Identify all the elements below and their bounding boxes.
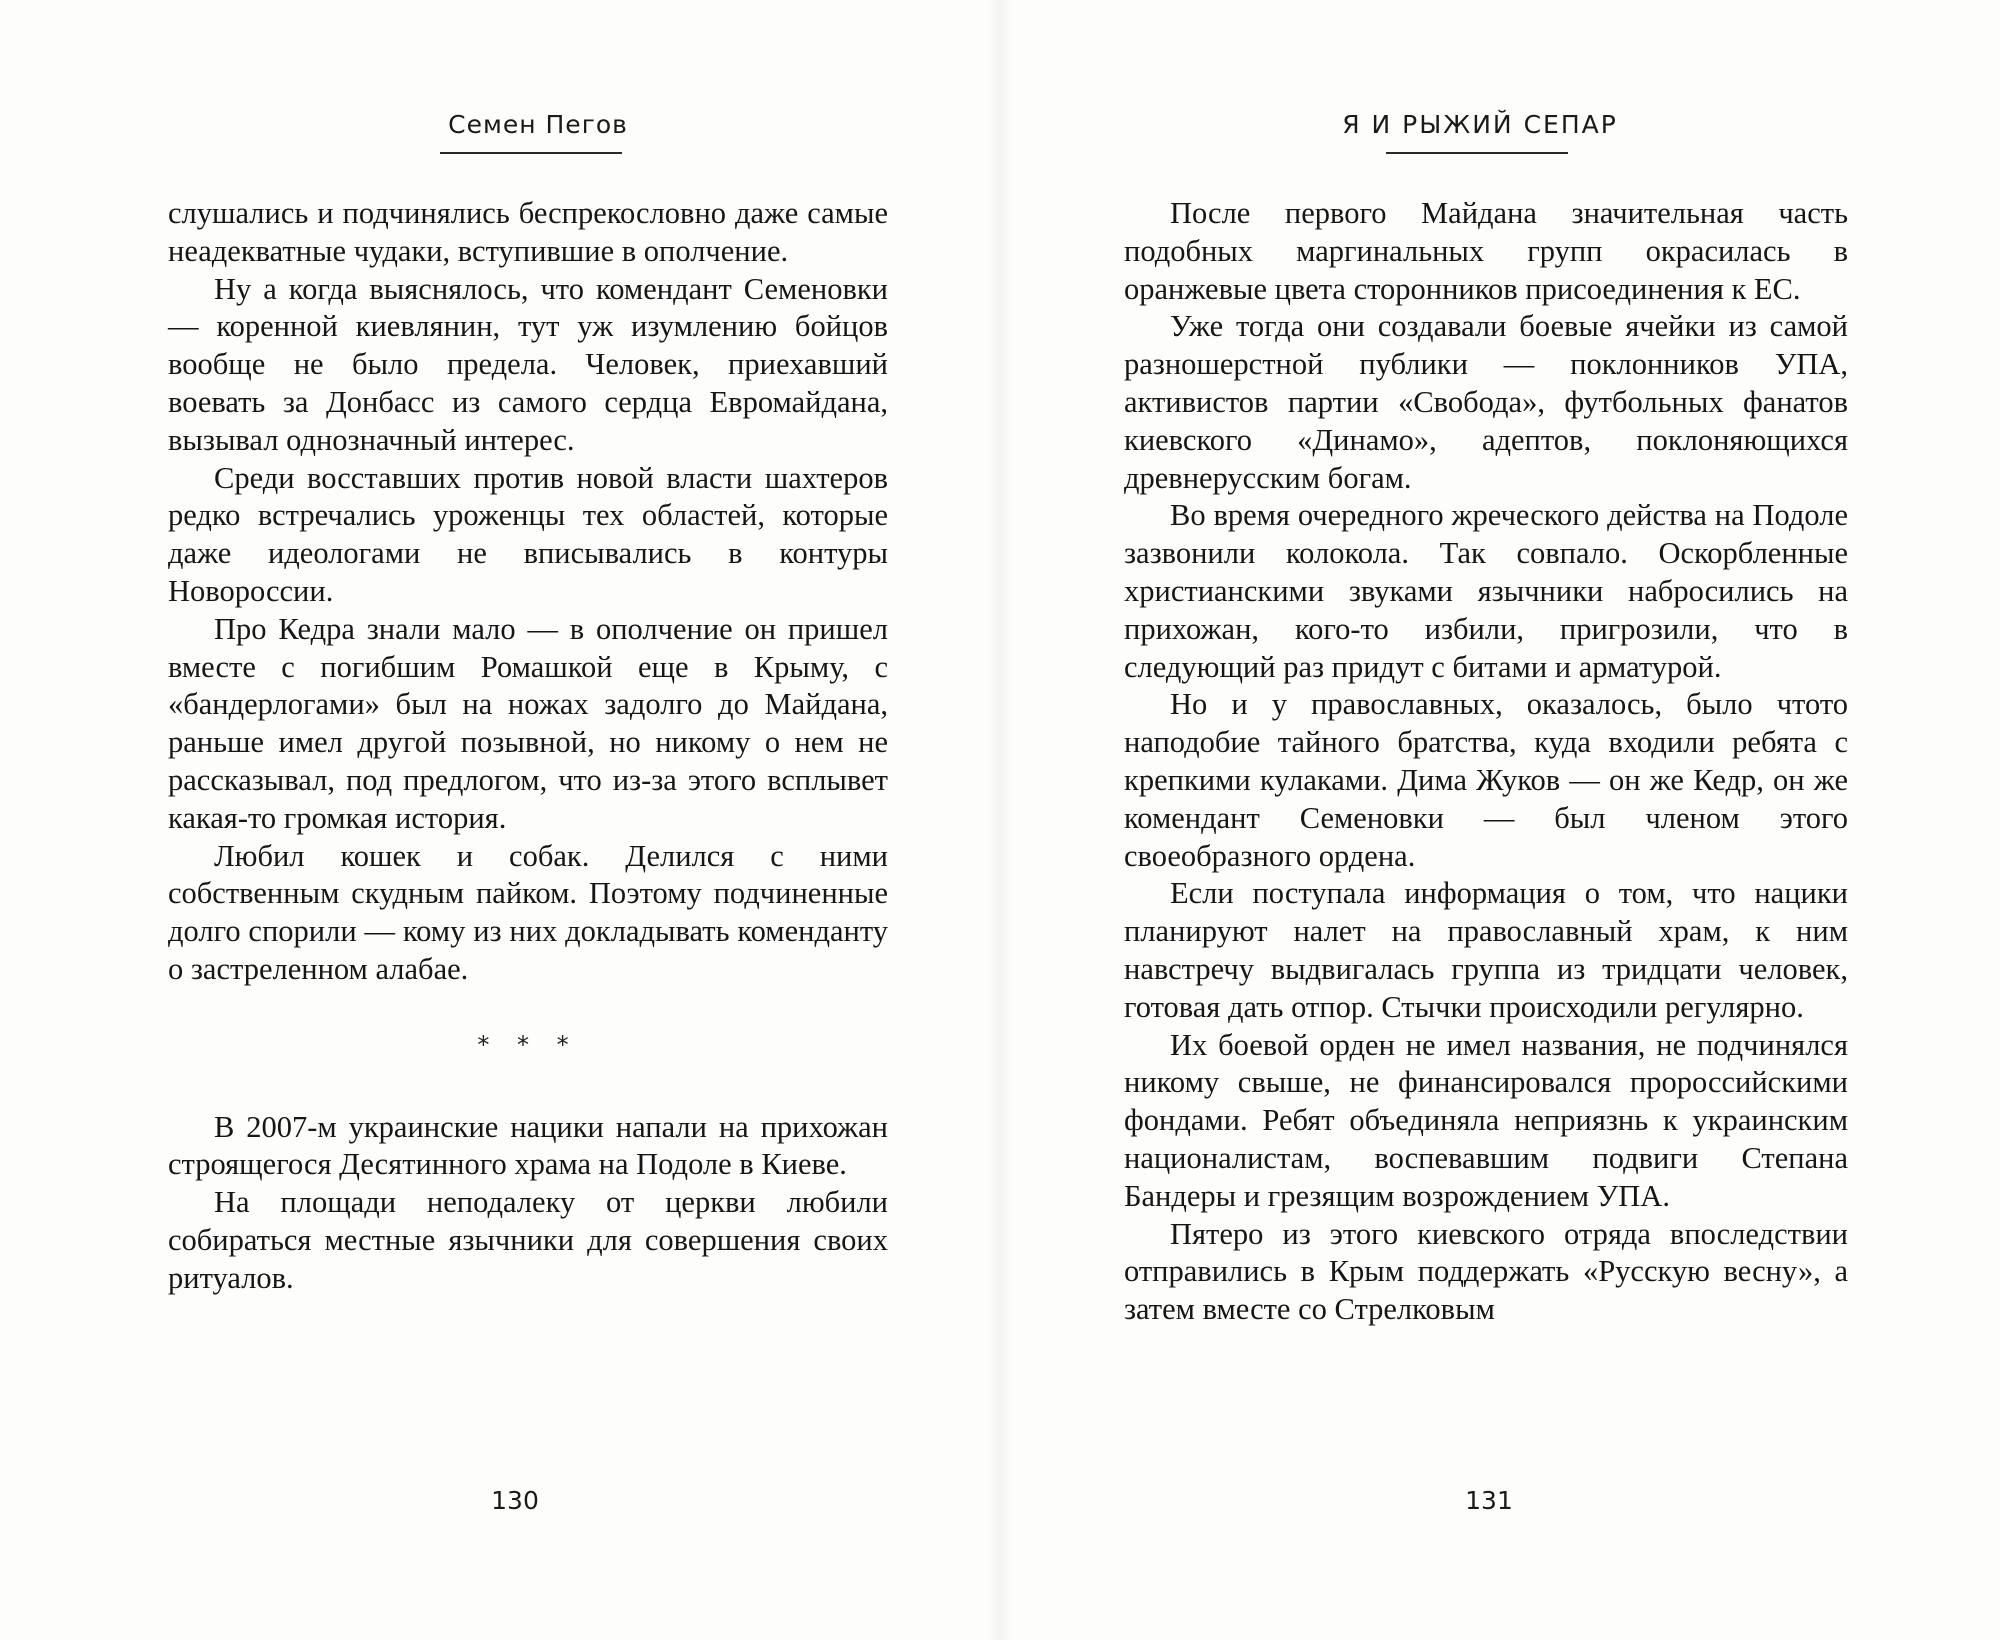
left-page-number: 130 bbox=[491, 1486, 539, 1515]
right-running-head-rule bbox=[1386, 152, 1568, 154]
left-paragraph: На площади неподалеку от церкви любили собираться местные язычники для совершения своих ритуалов. bbox=[168, 1185, 888, 1295]
right-page-number: 131 bbox=[1465, 1486, 1513, 1515]
left-paragraph: В 2007-м украинские нацики напали на прихожан строящегося Десятинного храма на Подоле в Киеве. bbox=[168, 1109, 888, 1182]
left-text-block bbox=[168, 195, 888, 1298]
right-page bbox=[1000, 0, 2000, 1640]
left-paragraph: Ну а когда выяснялось, что комендант Семеновки — коренной киевлянин, тут уж изумлению бойцов вообще не было предела. Человек, приехавший воевать за Донбасс из самого сердца Евромайдана, вызывал однозначный интерес. bbox=[168, 271, 888, 457]
right-paragraph: Если поступала информация о том, что нацики планируют налет на православный храм, к ним навстречу выдвигалась группа из тридцати человек, готовая дать отпор. Стычки происходили регулярно. bbox=[1124, 876, 1848, 1024]
right-paragraph: После первого Майдана значительная часть подобных маргинальных групп окрасилась в оранжевые цвета сторонников присоединения к ЕС. bbox=[1124, 196, 1848, 306]
left-running-head: Семен Пегов bbox=[448, 110, 628, 139]
right-paragraph: Но и у православных, оказалось, было чтото наподобие тайного братства, куда входили ребята с крепкими кулаками. Дима Жуков — он же Кедр, он же комендант Семеновки — был членом этого своеобразного ордена. bbox=[1124, 687, 1848, 873]
left-paragraph: Любил кошек и собак. Делился с ними собственным скудным пайком. Поэтому подчиненные долго спорили — кому из них докладывать коменданту о застреленном алабае. bbox=[168, 838, 888, 986]
left-running-head-rule bbox=[440, 152, 622, 154]
right-paragraph: Пятеро из этого киевского отряда впоследствии отправились в Крым поддержать «Русскую весну», а затем вместе со Стрелковым bbox=[1124, 1216, 1848, 1327]
left-paragraph: Среди восставших против новой власти шахтеров редко встречались уроженцы тех областей, которые даже идеологами не вписывались в контуры Новороссии. bbox=[168, 460, 888, 608]
right-paragraph: Уже тогда они создавали боевые ячейки из самой разношерстной публики — поклонников УПА, активистов партии «Свобода», футбольных фанатов киевского «Динамо», адептов, поклоняющихся древнерусским богам. bbox=[1124, 309, 1848, 495]
right-running-head: Я И РЫЖИЙ СЕПАР bbox=[1342, 110, 1618, 139]
left-paragraph: слушались и подчинялись беспрекословно даже самые неадекватные чудаки, вступившие в ополчение. bbox=[168, 196, 888, 268]
section-divider: * * * bbox=[477, 1030, 579, 1059]
left-paragraph: Про Кедра знали мало — в ополчение он пришел вместе с погибшим Ромашкой еще в Крыму, с «бандерлогами» был на ножах задолго до Майдана, раньше имел другой позывной, но никому о нем не рассказывал, под предлогом, что из-за этого всплывет какая-то громкая история. bbox=[168, 611, 888, 835]
right-paragraph: Во время очередного жреческого действа на Подоле зазвонили колокола. Так совпало. Оскорбленные христианскими звуками язычники набросились на прихожан, кого-то избили, пригрозили, что в следующий раз придут с битами и арматурой. bbox=[1124, 498, 1848, 684]
right-text-block bbox=[1124, 195, 1848, 1329]
right-paragraph: Их боевой орден не имел названия, не подчинялся никому свыше, не финансировался пророссийскими фондами. Ребят объединяла неприязнь к украинским националистам, воспевавшим подвиги Степана Бандеры и грезящим возрождением УПА. bbox=[1124, 1027, 1848, 1213]
